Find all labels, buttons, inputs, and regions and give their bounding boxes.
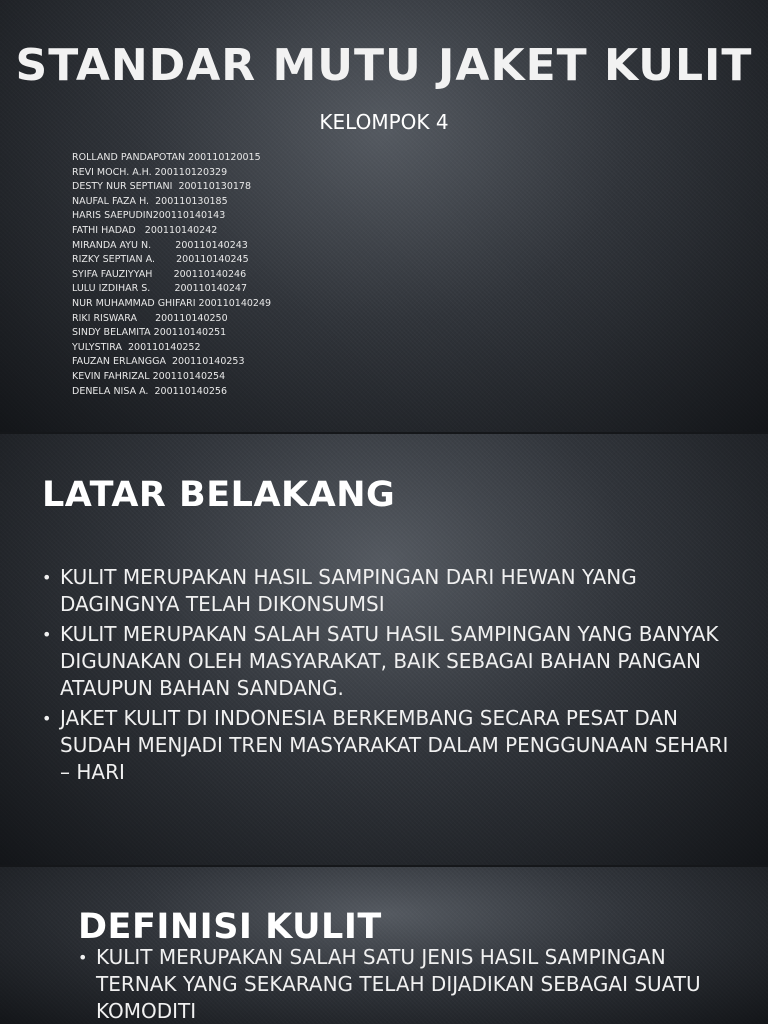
- bullet-text: JAKET KULIT DI INDONESIA BERKEMBANG SECARA PESAT DAN SUDAH MENJADI TREN MASYARAKAT DALAM PENGGUNAAN SEHARI – HARI: [60, 706, 729, 784]
- slide-latar-belakang: [0, 434, 768, 865]
- member-item: NUR MUHAMMAD GHIFARI 200110140249: [72, 297, 272, 309]
- bullet-dot-icon: •: [78, 948, 88, 967]
- member-item: KEVIN FAHRIZAL 200110140254: [72, 370, 226, 382]
- slide-title-heading: STANDAR MUTU JAKET KULIT: [15, 40, 753, 91]
- member-item: RIKI RISWARA 200110140250: [72, 312, 228, 324]
- bullet-dot-icon: •: [42, 709, 52, 728]
- member-item: SYIFA FAUZIYYAH 200110140246: [72, 268, 247, 280]
- bullet-item: [42, 564, 732, 618]
- bullet-text: KULIT MERUPAKAN SALAH SATU HASIL SAMPINGAN YANG BANYAK DIGUNAKAN OLEH MASYARAKAT, BAIK SEBAGAI BAHAN PANGAN ATAUPUN BAHAN SANDANG.: [60, 622, 719, 700]
- member-item: HARIS SAEPUDIN200110140143: [72, 210, 226, 222]
- member-item: DENELA NISA A. 200110140256: [72, 385, 228, 397]
- member-item: REVI MOCH. A.H. 200110120329: [72, 166, 228, 178]
- slide-title: [0, 0, 768, 432]
- member-item: NAUFAL FAZA H. 200110130185: [72, 195, 228, 207]
- member-item: FAUZAN ERLANGGA 200110140253: [72, 356, 245, 368]
- bullet-text: KULIT MERUPAKAN HASIL SAMPINGAN DARI HEWAN YANG DAGINGNYA TELAH DIKONSUMSI: [60, 565, 637, 616]
- bullet-item: [78, 944, 718, 1024]
- bullet-item: [42, 705, 732, 786]
- slide-definisi-kulit: [0, 867, 768, 1024]
- bullet-text: KULIT MERUPAKAN SALAH SATU JENIS HASIL SAMPINGAN TERNAK YANG SEKARANG TELAH DIJADIKAN SEBAGAI SUATU KOMODITI: [96, 945, 701, 1023]
- member-list: [72, 151, 271, 399]
- bullet-item: [42, 621, 732, 702]
- bullet-dot-icon: •: [42, 568, 52, 587]
- group-name: KELOMPOK 4: [319, 110, 449, 134]
- section-heading: LATAR BELAKANG: [42, 475, 396, 515]
- member-item: ROLLAND PANDAPOTAN 200110120015: [72, 152, 261, 163]
- member-item: FATHI HADAD 200110140242: [72, 224, 218, 236]
- section-heading: DEFINISI KULIT: [78, 907, 382, 947]
- member-item: RIZKY SEPTIAN A. 200110140245: [72, 254, 249, 266]
- bullet-list: [78, 944, 718, 1024]
- bullet-list: [42, 564, 732, 789]
- member-item: SINDY BELAMITA 200110140251: [72, 327, 227, 339]
- member-item: MIRANDA AYU N. 200110140243: [72, 239, 248, 251]
- member-item: DESTY NUR SEPTIANI 200110130178: [72, 181, 251, 193]
- bullet-dot-icon: •: [42, 625, 52, 644]
- member-item: YULYSTIRA 200110140252: [72, 341, 201, 353]
- member-item: LULU IZDIHAR S. 200110140247: [72, 283, 247, 295]
